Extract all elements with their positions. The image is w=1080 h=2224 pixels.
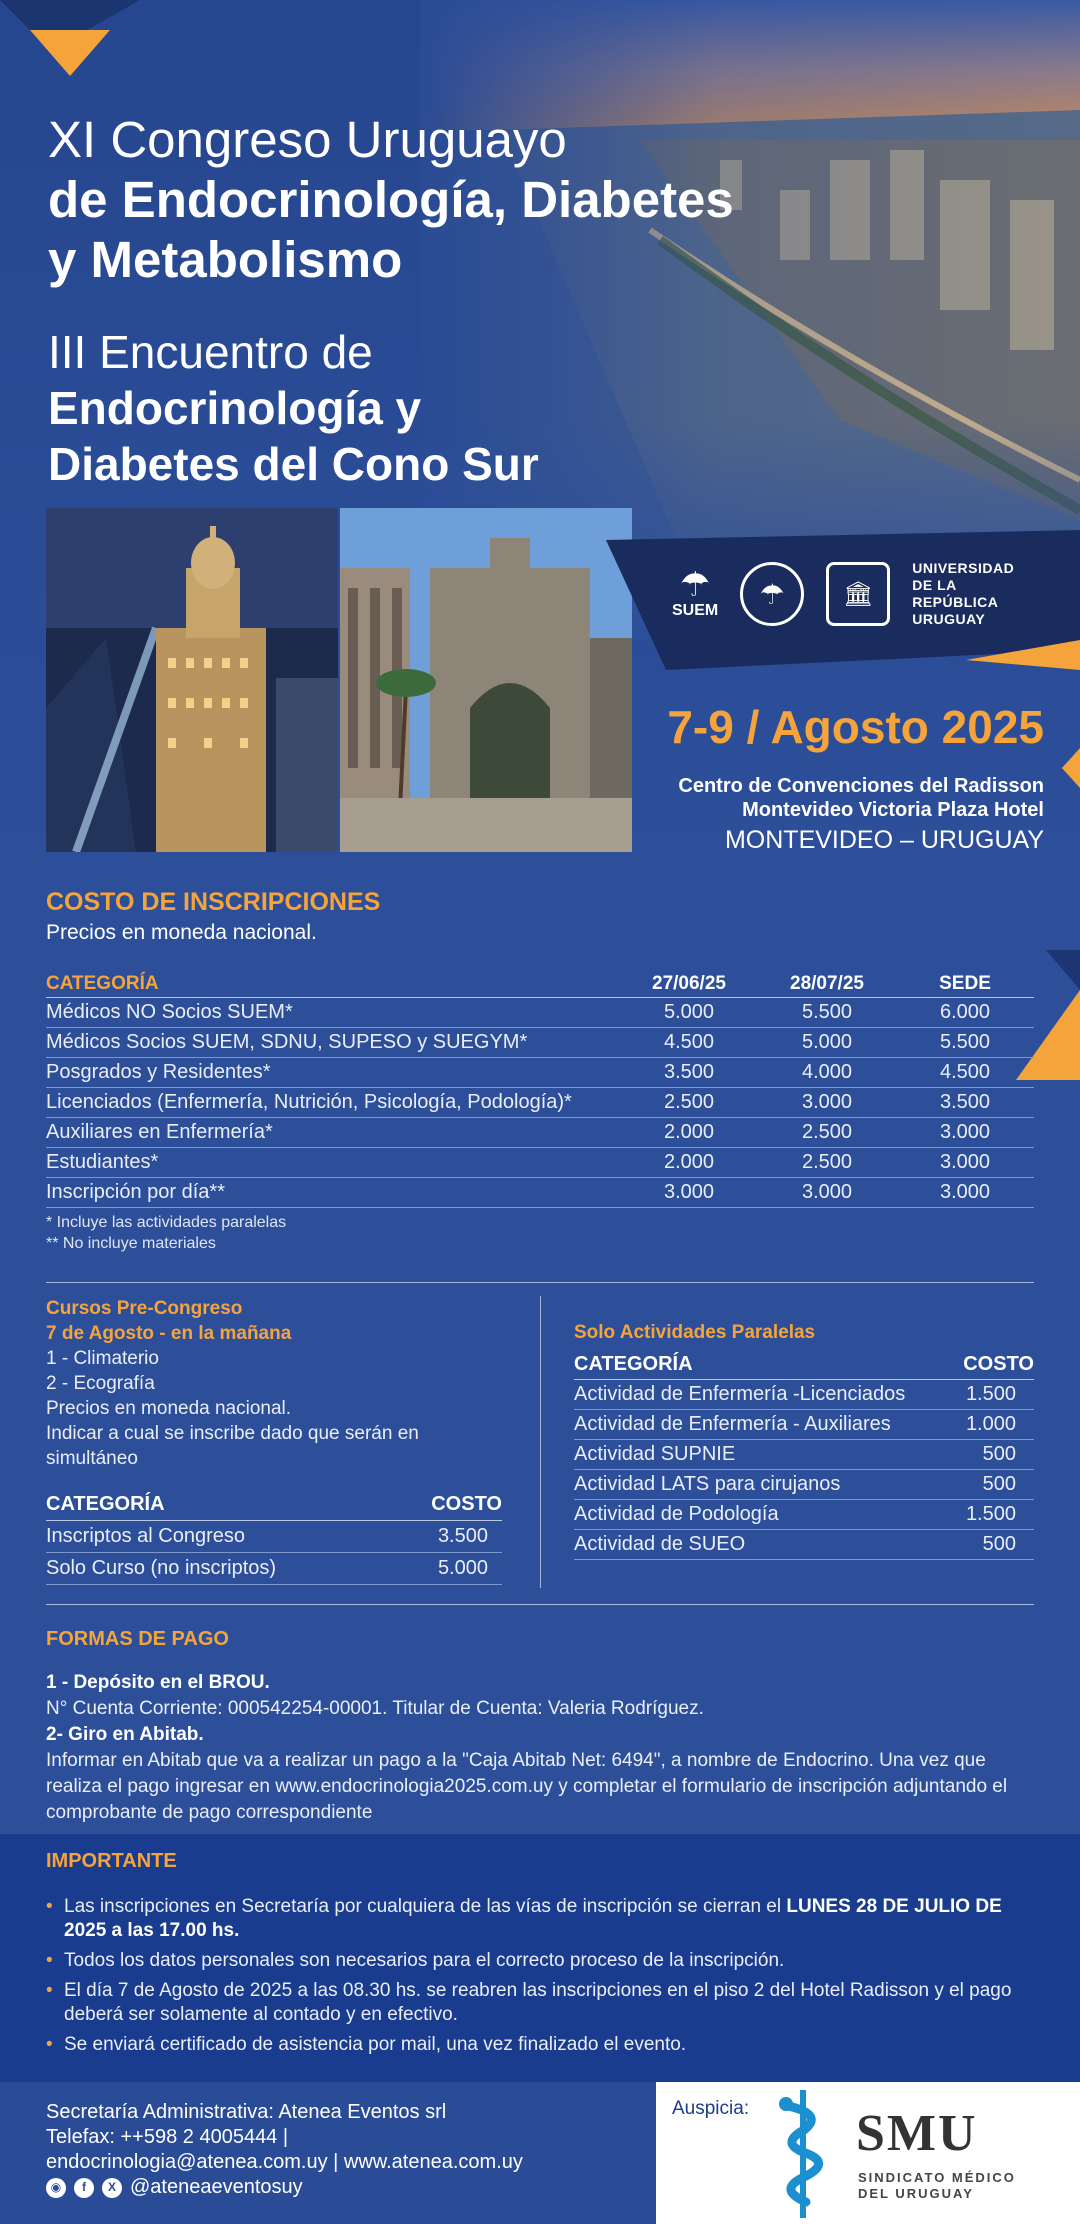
cell-price: 4.500 bbox=[896, 1058, 1034, 1088]
instagram-icon[interactable]: ◉ bbox=[46, 2178, 66, 2198]
cell-category: Actividad de SUEO bbox=[574, 1530, 953, 1560]
cell-category: Actividad SUPNIE bbox=[574, 1440, 953, 1470]
cell-category: Licenciados (Enfermería, Nutrición, Psicología, Podología)* bbox=[46, 1088, 620, 1118]
header-sede: SEDE bbox=[896, 971, 1034, 998]
header-date-1: 27/06/25 bbox=[620, 971, 758, 998]
header-cost: COSTO bbox=[953, 1350, 1034, 1380]
cell-price: 3.000 bbox=[620, 1178, 758, 1208]
important-section bbox=[0, 1834, 1080, 2082]
secretariat-label: Secretaría Administrativa: Atenea Eventos srl bbox=[46, 2101, 447, 2123]
cell-category: Estudiantes* bbox=[46, 1148, 620, 1178]
puerta-ciudadela-photo bbox=[340, 508, 632, 852]
cell-category: Auxiliares en Enfermería* bbox=[46, 1118, 620, 1148]
table-row bbox=[574, 1470, 1034, 1500]
cell-category: Actividad de Podología bbox=[574, 1500, 953, 1530]
cell-price: 500 bbox=[953, 1470, 1034, 1500]
cell-price: 2.000 bbox=[620, 1118, 758, 1148]
email-web-links[interactable]: endocrinologia@atenea.com.uy | www.atenea.com.uy bbox=[46, 2151, 523, 2173]
table-row bbox=[46, 1118, 1034, 1148]
important-list bbox=[46, 1895, 1036, 2057]
university-building-icon: 🏛 bbox=[826, 562, 890, 626]
cell-price: 2.000 bbox=[620, 1148, 758, 1178]
corner-triangle-decoration bbox=[0, 0, 140, 80]
cell-price: 5.000 bbox=[395, 1553, 502, 1585]
cell-category: Actividad de Enfermería - Auxiliares bbox=[574, 1410, 953, 1440]
cell-price: 3.000 bbox=[758, 1178, 896, 1208]
table-row bbox=[46, 1521, 502, 1553]
parallel-title: Solo Actividades Paralelas bbox=[574, 1322, 816, 1343]
payment-method-2-title: 2- Giro en Abitab. bbox=[46, 1724, 204, 1745]
congress-title: XI Congreso Uruguayo de Endocrinología, Diabetes y Metabolismo bbox=[48, 111, 734, 288]
payment-title: FORMAS DE PAGO bbox=[46, 1628, 229, 1650]
cell-category: Actividad LATS para cirujanos bbox=[574, 1470, 953, 1500]
costs-footnotes: * Incluye las actividades paralelas ** No incluye materiales bbox=[46, 1214, 287, 1252]
column-divider bbox=[540, 1296, 541, 1588]
courses-note: Precios en moneda nacional. bbox=[46, 1398, 292, 1419]
table-row bbox=[574, 1500, 1034, 1530]
university-label: UNIVERSIDAD DE LA REPÚBLICA URUGUAY bbox=[912, 560, 1015, 627]
table-header-row bbox=[46, 1489, 502, 1521]
courses-cost-table bbox=[46, 1489, 502, 1585]
x-twitter-icon[interactable]: X bbox=[102, 2178, 122, 2198]
costs-subtitle: Precios en moneda nacional. bbox=[46, 921, 317, 944]
endocrinology-society-seal-icon: ☂ bbox=[740, 562, 804, 626]
asclepius-snake-icon bbox=[768, 2090, 838, 2218]
cell-price: 3.500 bbox=[395, 1521, 502, 1553]
table-row bbox=[574, 1530, 1034, 1560]
cell-category: Médicos NO Socios SUEM* bbox=[46, 998, 620, 1028]
facebook-icon[interactable]: f bbox=[74, 2178, 94, 2198]
cell-price: 6.000 bbox=[896, 998, 1034, 1028]
table-row bbox=[46, 1178, 1034, 1208]
header-category: CATEGORÍA bbox=[46, 971, 620, 998]
cell-price: 4.000 bbox=[758, 1058, 896, 1088]
table-header-row bbox=[46, 971, 1034, 998]
cell-category: Médicos Socios SUEM, SDNU, SUPESO y SUEGYM* bbox=[46, 1028, 620, 1058]
orange-accent-shape bbox=[1062, 748, 1080, 788]
table-row bbox=[46, 998, 1034, 1028]
table-row bbox=[574, 1410, 1034, 1440]
header-cost: COSTO bbox=[395, 1489, 502, 1521]
table-row bbox=[574, 1440, 1034, 1470]
courses-note: Indicar a cual se inscribe dado que serán en simultáneo bbox=[46, 1423, 419, 1469]
courses-title: Cursos Pre-Congreso bbox=[46, 1298, 243, 1319]
costs-title: COSTO DE INSCRIPCIONES bbox=[46, 888, 381, 916]
cell-price: 1.500 bbox=[953, 1380, 1034, 1410]
list-item: • Se enviará certificado de asistencia por mail, una vez finalizado el evento. bbox=[46, 2033, 1036, 2057]
social-handle[interactable]: @ateneaeventosuy bbox=[130, 2176, 303, 2198]
course-item: 1 - Climaterio bbox=[46, 1348, 159, 1369]
palacio-salvo-night-photo bbox=[46, 508, 338, 852]
section-divider bbox=[46, 1282, 1034, 1283]
contact-info bbox=[46, 2100, 523, 2200]
cell-category: Posgrados y Residentes* bbox=[46, 1058, 620, 1088]
event-venue: Centro de Convenciones del Radisson Montevideo Victoria Plaza Hotel bbox=[678, 775, 1044, 821]
parallel-activities-table bbox=[574, 1350, 1034, 1560]
courses-date: 7 de Agosto - en la mañana bbox=[46, 1323, 292, 1344]
table-header-row bbox=[574, 1350, 1034, 1380]
smu-logo-text: SMU bbox=[856, 2105, 978, 2162]
header-date-2: 28/07/25 bbox=[758, 971, 896, 998]
table-row bbox=[46, 1028, 1034, 1058]
course-item: 2 - Ecografía bbox=[46, 1373, 155, 1394]
cell-category: Inscripción por día** bbox=[46, 1178, 620, 1208]
meeting-subtitle: III Encuentro de Endocrinología y Diabetes del Cono Sur bbox=[48, 326, 539, 490]
pre-congress-courses bbox=[46, 1296, 502, 1585]
cell-price: 2.500 bbox=[758, 1118, 896, 1148]
cell-price: 3.500 bbox=[896, 1088, 1034, 1118]
table-row bbox=[574, 1380, 1034, 1410]
section-divider bbox=[46, 1604, 1034, 1605]
list-item: • El día 7 de Agosto de 2025 a las 08.30 hs. se reabren las inscripciones en el piso 2 del Hotel Radisson y el pago deberá ser solamente al contado y en efectivo. bbox=[46, 1979, 1036, 2027]
cell-price: 3.500 bbox=[620, 1058, 758, 1088]
cell-price: 2.500 bbox=[620, 1088, 758, 1118]
payment-method-1-text: N° Cuenta Corriente: 000542254-00001. Titular de Cuenta: Valeria Rodríguez. bbox=[46, 1698, 704, 1719]
cell-price: 500 bbox=[953, 1440, 1034, 1470]
cell-price: 3.000 bbox=[896, 1148, 1034, 1178]
phone-number: Telefax: ++598 2 4005444 | bbox=[46, 2126, 289, 2148]
cell-price: 3.000 bbox=[896, 1118, 1034, 1148]
cell-price: 3.000 bbox=[758, 1088, 896, 1118]
registration-costs-section bbox=[46, 888, 1034, 1254]
list-item: • Las inscripciones en Secretaría por cualquiera de las vías de inscripción se cierran el LUNES 28 DE JULIO DE 2025 a las 17.00 hs. bbox=[46, 1895, 1036, 1943]
sponsor-label: Auspicia: bbox=[672, 2098, 750, 2119]
event-date: 7-9 / Agosto 2025 bbox=[667, 701, 1044, 753]
table-row bbox=[46, 1088, 1034, 1118]
cell-price: 1.000 bbox=[953, 1410, 1034, 1440]
parallel-activities bbox=[574, 1322, 1034, 1560]
social-links bbox=[46, 2175, 523, 2200]
table-row bbox=[46, 1148, 1034, 1178]
institution-logos bbox=[672, 560, 1042, 628]
cell-category: Actividad de Enfermería -Licenciados bbox=[574, 1380, 953, 1410]
cell-price: 1.500 bbox=[953, 1500, 1034, 1530]
cell-price: 500 bbox=[953, 1530, 1034, 1560]
footer bbox=[0, 2082, 1080, 2224]
event-city: MONTEVIDEO – URUGUAY bbox=[724, 826, 1044, 854]
sponsor-panel bbox=[656, 2082, 1080, 2224]
suem-icon: ☂ bbox=[679, 566, 711, 604]
cell-price: 3.000 bbox=[896, 1178, 1034, 1208]
cell-category: Inscriptos al Congreso bbox=[46, 1521, 395, 1553]
hero-banner bbox=[0, 0, 1080, 870]
table-row bbox=[46, 1553, 502, 1585]
important-title: IMPORTANTE bbox=[46, 1850, 177, 1872]
payment-method-1-title: 1 - Depósito en el BROU. bbox=[46, 1672, 270, 1693]
cell-price: 5.500 bbox=[758, 998, 896, 1028]
suem-logo: ☂ SUEM bbox=[672, 566, 719, 619]
cell-price: 4.500 bbox=[620, 1028, 758, 1058]
cell-price: 2.500 bbox=[758, 1148, 896, 1178]
payment-methods bbox=[46, 1626, 1044, 1826]
cell-price: 5.500 bbox=[896, 1028, 1034, 1058]
header-category: CATEGORÍA bbox=[574, 1350, 953, 1380]
cell-category: Solo Curso (no inscriptos) bbox=[46, 1553, 395, 1585]
payment-method-2-text: Informar en Abitab que va a realizar un pago a la "Caja Abitab Net: 6494", a nombre de Endocrino. Una vez que realiza el pago ingresar en www.endocrinologia2025.com.uy y completar el formulario de inscripción adjuntando el comprobante de pago correspondiente bbox=[46, 1750, 1008, 1823]
header-category: CATEGORÍA bbox=[46, 1489, 395, 1521]
cell-price: 5.000 bbox=[758, 1028, 896, 1058]
list-item: • Todos los datos personales son necesarios para el correcto proceso de la inscripción. bbox=[46, 1949, 1036, 1973]
cell-price: 5.000 bbox=[620, 998, 758, 1028]
table-row bbox=[46, 1058, 1034, 1088]
registration-costs-table bbox=[46, 971, 1034, 1208]
smu-subtitle: SINDICATO MÉDICO DEL URUGUAY bbox=[858, 2170, 1016, 2201]
